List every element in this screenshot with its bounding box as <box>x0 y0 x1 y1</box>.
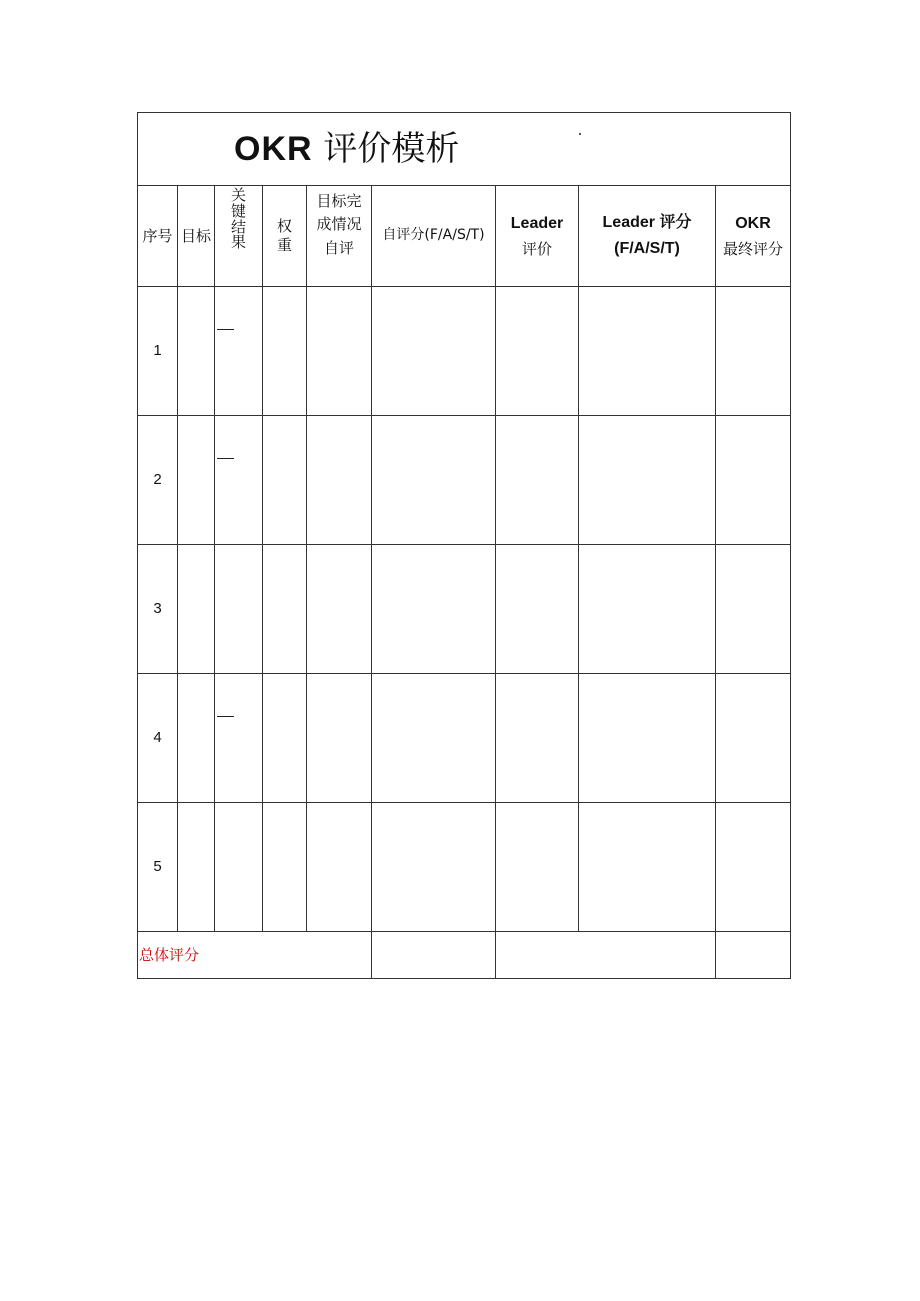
header-goal: 目标 <box>178 186 215 287</box>
total-leader-score-cell[interactable] <box>496 932 716 979</box>
total-row <box>138 932 791 979</box>
table-row <box>138 674 791 803</box>
leader-eval-cell[interactable] <box>496 674 579 803</box>
title-cell <box>138 113 791 186</box>
weight-cell[interactable] <box>263 416 307 545</box>
kr-dash-mark <box>217 458 234 459</box>
okr-evaluation-sheet <box>137 112 790 967</box>
completion-cell[interactable] <box>307 416 372 545</box>
row-seq: 2 <box>138 416 178 545</box>
okr-final-cell[interactable] <box>716 287 791 416</box>
completion-cell[interactable] <box>307 545 372 674</box>
okr-final-cell[interactable] <box>716 416 791 545</box>
kr-dash-mark <box>217 716 234 717</box>
completion-cell[interactable] <box>307 287 372 416</box>
okr-final-cell[interactable] <box>716 674 791 803</box>
goal-cell[interactable] <box>178 416 215 545</box>
weight-cell[interactable] <box>263 674 307 803</box>
self-score-cell[interactable] <box>372 416 496 545</box>
header-okr-final: OKR 最终评分 <box>716 186 791 287</box>
row-seq: 1 <box>138 287 178 416</box>
table-row <box>138 545 791 674</box>
okr-table <box>137 112 791 979</box>
self-score-cell[interactable] <box>372 803 496 932</box>
total-okr-final-cell[interactable] <box>716 932 791 979</box>
header-key-result: 关键结果 <box>215 186 263 287</box>
row-seq: 3 <box>138 545 178 674</box>
header-leader-eval: Leader 评价 <box>496 186 579 287</box>
completion-cell[interactable] <box>307 674 372 803</box>
key-result-cell[interactable] <box>215 545 263 674</box>
leader-score-cell[interactable] <box>579 674 716 803</box>
row-seq: 4 <box>138 674 178 803</box>
total-score-label: 总体评分 <box>138 932 372 979</box>
leader-score-cell[interactable] <box>579 287 716 416</box>
leader-eval-cell[interactable] <box>496 545 579 674</box>
table-row <box>138 803 791 932</box>
page-title <box>234 127 459 171</box>
key-result-cell[interactable] <box>215 803 263 932</box>
goal-cell[interactable] <box>178 674 215 803</box>
self-score-cell[interactable] <box>372 674 496 803</box>
okr-final-cell[interactable] <box>716 545 791 674</box>
total-self-score-cell[interactable] <box>372 932 496 979</box>
header-row <box>138 186 791 287</box>
table-row <box>138 287 791 416</box>
header-seq: 序号 <box>138 186 178 287</box>
table-row <box>138 416 791 545</box>
header-leader-score: Leader 评分 (F/A/S/T) <box>579 186 716 287</box>
kr-dash-mark <box>217 329 234 330</box>
key-result-cell[interactable] <box>215 416 263 545</box>
goal-cell[interactable] <box>178 803 215 932</box>
key-result-cell[interactable] <box>215 674 263 803</box>
header-self-score: 自评分(F/A/S/T) <box>372 186 496 287</box>
leader-eval-cell[interactable] <box>496 416 579 545</box>
leader-eval-cell[interactable] <box>496 287 579 416</box>
stray-mark <box>579 133 581 135</box>
goal-cell[interactable] <box>178 287 215 416</box>
title-cjk: 评价模析 <box>323 129 460 169</box>
weight-cell[interactable] <box>263 803 307 932</box>
weight-cell[interactable] <box>263 545 307 674</box>
self-score-cell[interactable] <box>372 287 496 416</box>
self-score-cell[interactable] <box>372 545 496 674</box>
header-weight: 权 重 <box>263 186 307 287</box>
leader-score-cell[interactable] <box>579 803 716 932</box>
goal-cell[interactable] <box>178 545 215 674</box>
okr-final-cell[interactable] <box>716 803 791 932</box>
key-result-cell[interactable] <box>215 287 263 416</box>
leader-score-cell[interactable] <box>579 545 716 674</box>
leader-eval-cell[interactable] <box>496 803 579 932</box>
completion-cell[interactable] <box>307 803 372 932</box>
row-seq: 5 <box>138 803 178 932</box>
header-completion: 目标完 成情况 自评 <box>307 186 372 287</box>
weight-cell[interactable] <box>263 287 307 416</box>
leader-score-cell[interactable] <box>579 416 716 545</box>
title-latin: OKR <box>234 130 313 168</box>
